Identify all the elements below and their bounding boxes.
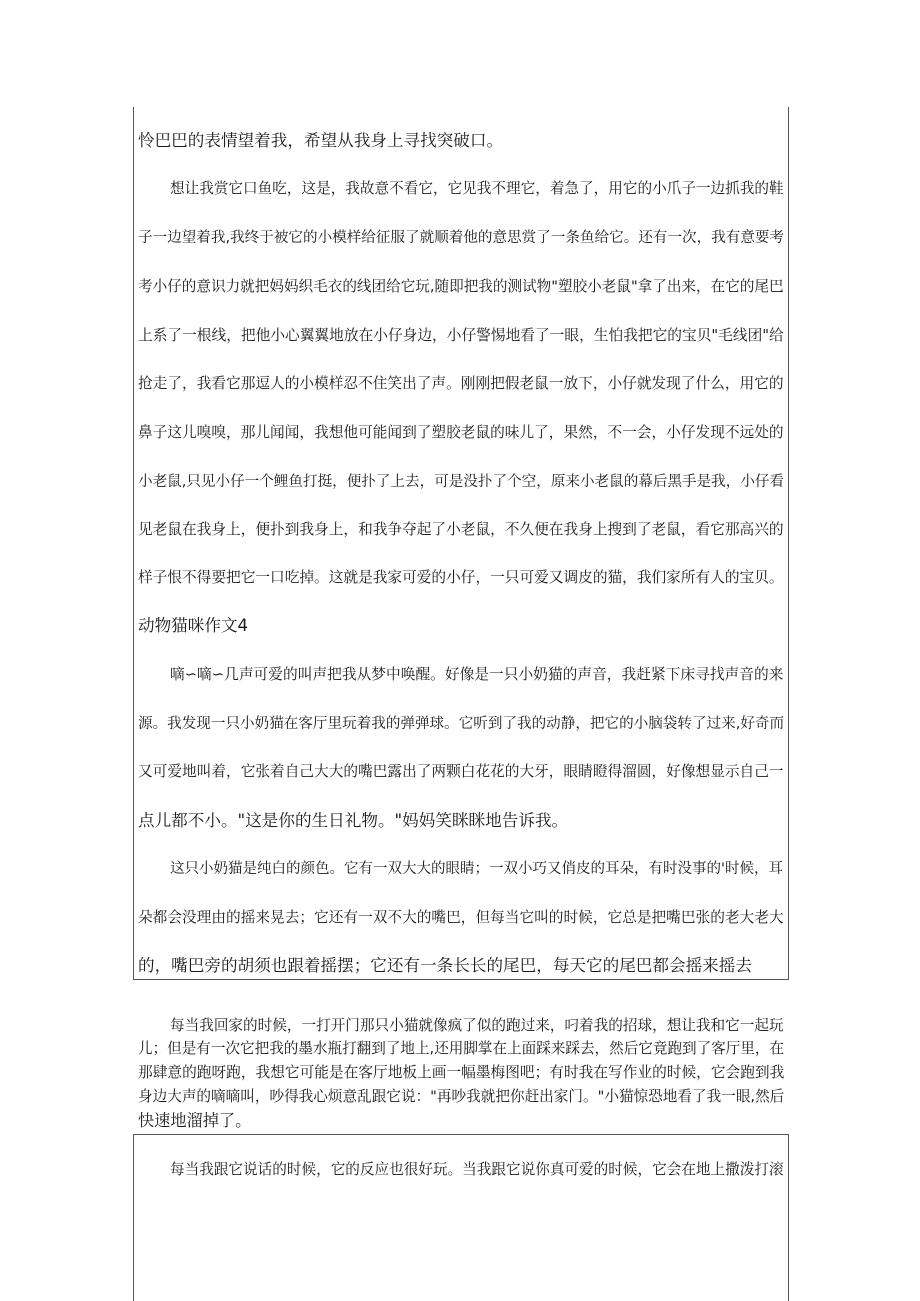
paragraph-line: 这只小奶猫是纯白的颜色。它有一双大大的眼睛；一双小巧又俏皮的耳朵，有时没事的'时候，耳 xyxy=(170,861,783,877)
paragraph-line: 点儿都不小。"这是你的生日礼物。"妈妈笑眯眯地告诉我。 xyxy=(138,811,569,830)
paragraph-line: 儿；但是有一次它把我的墨水瓶打翻到了地上,还用脚掌在上面踩来踩去，然后它竟跑到了客厅里，在 xyxy=(138,1040,785,1057)
paragraph-line: 快速地溜掉了。 xyxy=(138,1111,252,1130)
paragraph-line: 每当我跟它说话的时候，它的反应也很好玩。当我跟它说你真可爱的时候，它会在地上撒泼打滚 xyxy=(170,1161,784,1178)
paragraph-line: 考小仔的意识力就把妈妈织毛衣的线团给它玩,随即把我的测试物"塑胶小老鼠"拿了出来，在它的尾巴 xyxy=(138,278,784,295)
paragraph-line: 想让我赏它口鱼吃，这是，我故意不看它，它见我不理它，着急了，用它的小爪子一边抓我的鞋 xyxy=(170,180,784,197)
paragraph-line: 源。我发现一只小奶猫在客厅里玩着我的弹弹球。它听到了我的动静，把它的小脑袋转了过来,好奇而 xyxy=(138,715,785,732)
paragraph-line: 子一边望着我,我终于被它的小模样给征服了就顺着他的意思赏了一条鱼给它。还有一次，我有意要考 xyxy=(138,229,785,246)
paragraph-line: 样子恨不得要把它一口吃掉。这就是我家可爱的小仔，一只可爱又调皮的猫，我们家所有人的宝贝。 xyxy=(138,569,784,586)
paragraph-line: 身边大声的嘀嘀叫，吵得我心烦意乱跟它说："再吵我就把你赶出家门。"小猫惊恐地看了我一眼,然后 xyxy=(138,1088,785,1105)
paragraph-line: 嘀∽嘀∽几声可爱的叫声把我从梦中唤醒。好像是一只小奶猫的声音，我赶紧下床寻找声音的来 xyxy=(170,666,784,683)
paragraph-line: 鼻子这儿嗅嗅，那儿闻闻，我想他可能闻到了塑胶老鼠的味儿了，果然，不一会，小仔发现不远处的 xyxy=(138,424,784,441)
section-title: 动物猫咪作文4 xyxy=(138,616,249,635)
paragraph-line: 每当我回家的时候，一打开门那只小猫就像疯了似的跑过来，叼着我的招球，想让我和它一起玩 xyxy=(170,1017,784,1034)
paragraph-line: 那肆意的跑呀跑，我想它可能是在客厅地板上画一幅墨梅图吧；有时我在写作业的时候，它会跑到我 xyxy=(138,1064,785,1081)
paragraph-line: 见老鼠在我身上，便扑到我身上，和我争夺起了小老鼠，不久便在我身上搜到了老鼠，看它那高兴的 xyxy=(138,521,784,538)
paragraph-line: 又可爱地叫着，它张着自己大大的嘴巴露出了两颗白花花的大牙，眼睛瞪得溜圆，好像想显示自己一 xyxy=(138,763,784,780)
paragraph-line: 上系了一根线，把他小心翼翼地放在小仔身边，小仔警惕地看了一眼，生怕我把它的宝贝"毛线团"给 xyxy=(138,327,784,344)
paragraph-line: 抢走了，我看它那逗人的小模样忍不住笑出了声。刚刚把假老鼠一放下，小仔就发现了什么，用它的 xyxy=(138,375,784,392)
paragraph-line: 的，嘴巴旁的胡须也跟着摇摆；它还有一条长长的尾巴，每天它的尾巴都会摇来摇去 xyxy=(138,956,752,975)
paragraph-line: 朵都会没理由的摇来晃去；它还有一双不大的嘴巴，但每当它叫的时候，它总是把嘴巴张的老大老大 xyxy=(138,909,784,926)
paragraph-line: 小老鼠,只见小仔一个鲤鱼打挺，便扑了上去，可是没扑了个空，原来小老鼠的幕后黑手是我，小仔看 xyxy=(138,473,785,490)
paragraph-line: 怜巴巴的表情望着我，希望从我身上寻找突破口。 xyxy=(138,131,504,150)
